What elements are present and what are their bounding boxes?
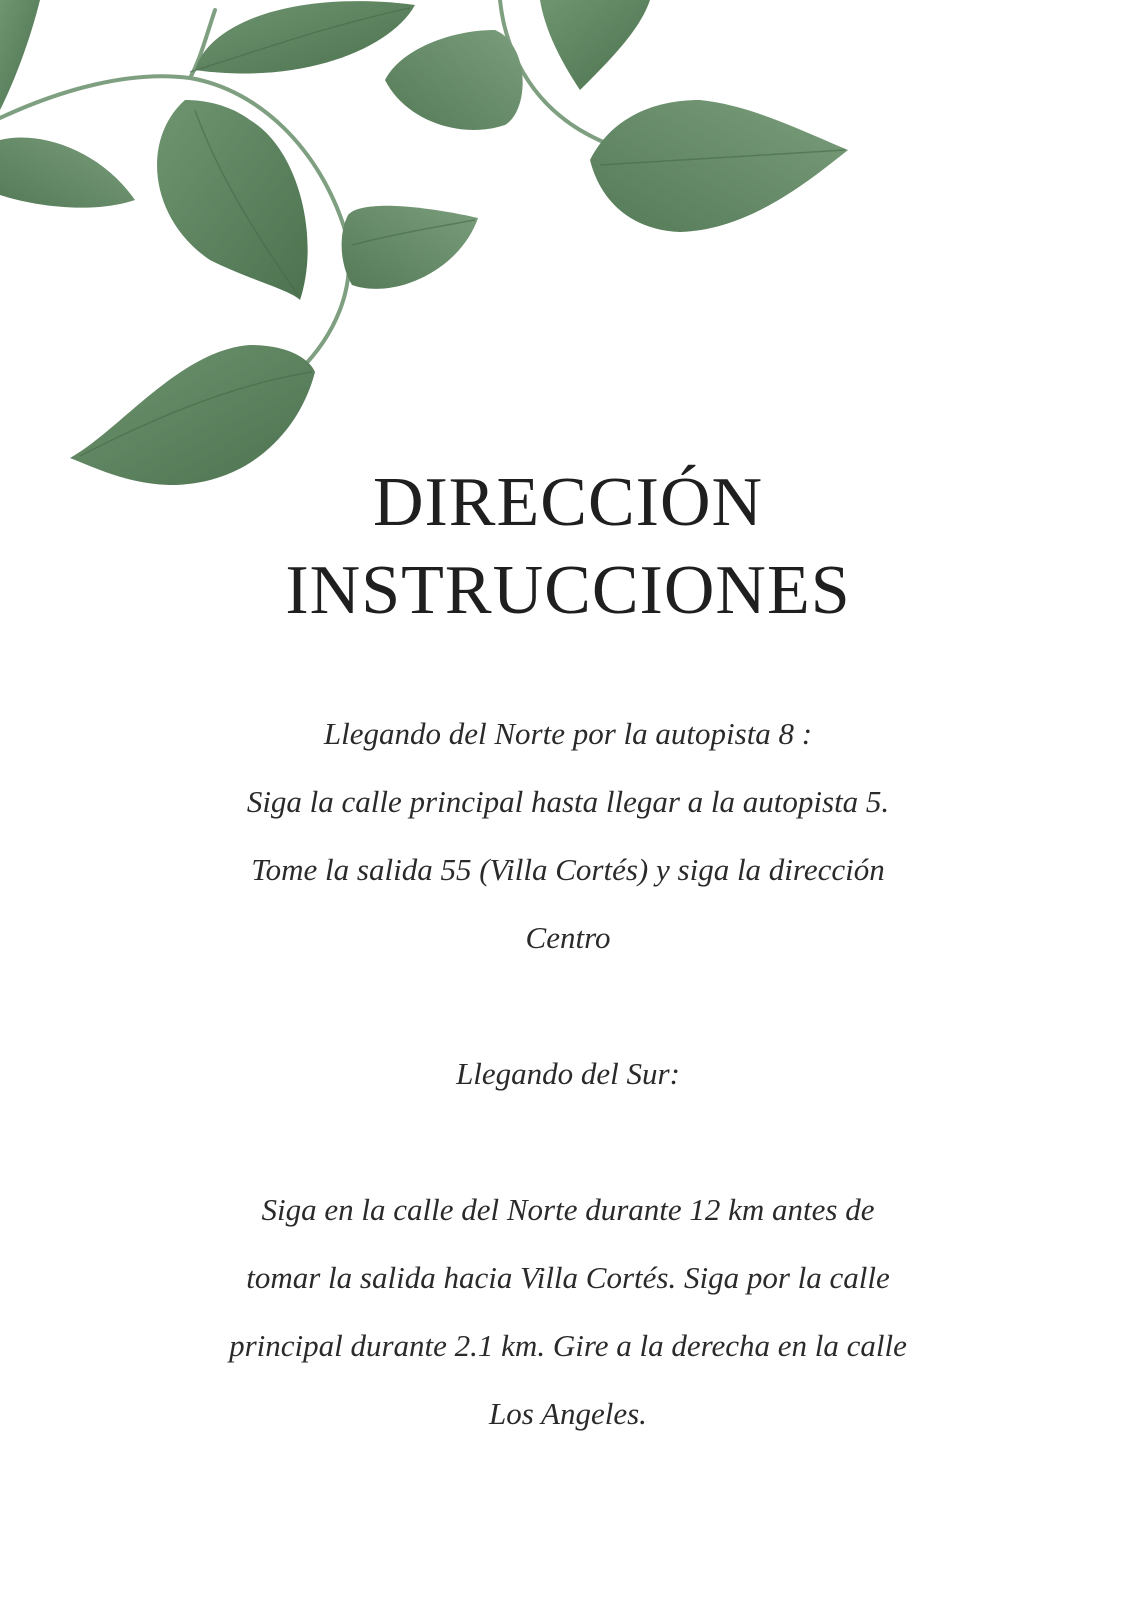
title-line-1: DIRECCIÓN [372, 464, 764, 542]
directions-body [0, 700, 1136, 1448]
leaf [342, 206, 478, 289]
north-directions [0, 700, 1136, 972]
leaf [385, 30, 523, 130]
north-heading: Llegando del Norte por la autopista 8 : [323, 716, 813, 751]
leaf [0, 0, 40, 110]
leaf [590, 100, 848, 232]
north-line: Siga la calle principal hasta llegar a la autopista 5. [246, 784, 890, 819]
north-line: Tome la salida 55 (Villa Cortés) y siga la dirección [251, 852, 885, 887]
leaf [195, 1, 415, 73]
page-title [0, 459, 1136, 635]
watercolor-leaves-icon [0, 0, 900, 520]
section-spacer [0, 1108, 1136, 1176]
title-line-2: INSTRUCCIONES [285, 552, 851, 630]
south-line: Los Angeles. [489, 1396, 647, 1431]
section-spacer [0, 972, 1136, 1040]
leaf [0, 138, 135, 208]
south-directions [0, 1040, 1136, 1448]
south-heading: Llegando del Sur: [456, 1056, 680, 1091]
leaf [540, 0, 650, 90]
south-line: Siga en la calle del Norte durante 12 km antes de [261, 1192, 875, 1227]
north-line: Centro [525, 920, 611, 955]
south-line: principal durante 2.1 km. Gire a la derecha en la calle [229, 1328, 907, 1363]
south-line: tomar la salida hacia Villa Cortés. Siga por la calle [246, 1260, 890, 1295]
